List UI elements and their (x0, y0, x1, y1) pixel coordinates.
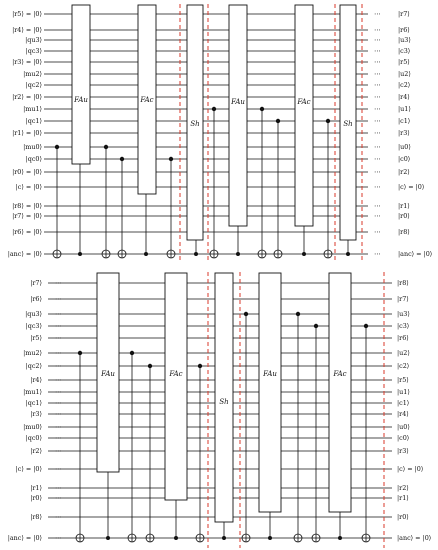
top-right-label-r2: |r2⟩ (398, 168, 410, 176)
cnot-target-icon (362, 534, 370, 542)
bottom-left-label-mu1: |mu1⟩ (23, 388, 42, 396)
bottom-right-label-u3: |u3⟩ (397, 310, 410, 318)
top-dots: ⋯ (374, 10, 381, 18)
bottom-right-label-c0: |c0⟩ (397, 434, 410, 442)
bottom-panel (8, 272, 432, 548)
top-dots: ⋯ (374, 168, 381, 176)
control-dot (55, 145, 59, 149)
bottom-dots: ⋯ (55, 513, 62, 521)
top-left-label-qc0: |qc0⟩ (25, 155, 42, 163)
control-dot (194, 252, 198, 256)
top-left-label-r2: |r2⟩ = |0⟩ (12, 93, 42, 101)
top-left-label-qu3: |qu3⟩ (25, 36, 42, 44)
control-dot (326, 119, 330, 123)
cnot-target-icon (128, 534, 136, 542)
full-adder-u-gate (259, 273, 281, 512)
bottom-left-label-c: |c⟩ = |0⟩ (15, 465, 42, 473)
bottom-dots: ⋯ (55, 310, 62, 318)
top-left-label-anc: |anc⟩ = |0⟩ (7, 250, 42, 258)
gate-label-fa-u: FAu (231, 98, 245, 106)
bottom-dots: ⋯ (55, 279, 62, 287)
top-dots: ⋯ (374, 202, 381, 210)
top-right-label-c3: |c3⟩ (398, 47, 411, 55)
bottom-right-label-r3: |r3⟩ (397, 447, 409, 455)
bottom-right-label-r7: |r7⟩ (397, 295, 409, 303)
control-dot (130, 351, 134, 355)
bottom-right-label-r0: |r0⟩ (397, 513, 409, 521)
top-right-label-c2: |c2⟩ (398, 81, 411, 89)
control-dot (148, 364, 152, 368)
top-dots: ⋯ (374, 47, 381, 55)
bottom-left-label-qc1: |qc1⟩ (25, 399, 42, 407)
control-dot (222, 536, 226, 540)
top-right-label-r5: |r5⟩ (398, 58, 410, 66)
top-right-label-r4: |r4⟩ (398, 93, 410, 101)
bottom-right-label-u0: |u0⟩ (397, 423, 410, 431)
top-left-label-r6: |r6⟩ = |0⟩ (12, 228, 42, 236)
bottom-right-label-c: |c⟩ = |0⟩ (397, 465, 424, 473)
bottom-left-label-r2: |r2⟩ (30, 447, 42, 455)
bottom-left-label-r4: |r4⟩ (30, 376, 42, 384)
top-dots: ⋯ (374, 26, 381, 34)
bottom-left-label-qu3: |qu3⟩ (25, 310, 42, 318)
bottom-left-label-anc: |anc⟩ = |0⟩ (7, 534, 42, 542)
control-dot (268, 536, 272, 540)
top-right-label-c: |c⟩ = |0⟩ (398, 183, 425, 191)
bottom-dots: ⋯ (55, 410, 62, 418)
bottom-dots: ⋯ (55, 349, 62, 357)
control-dot (244, 312, 248, 316)
top-right-label-r6: |r6⟩ (398, 26, 410, 34)
bottom-left-label-mu0: |mu0⟩ (23, 423, 42, 431)
control-dot (104, 145, 108, 149)
bottom-left-label-r6: |r6⟩ (30, 295, 42, 303)
bottom-dots: ⋯ (55, 465, 62, 473)
full-adder-c-gate (329, 273, 351, 512)
control-dot (106, 536, 110, 540)
bottom-left-label-qc3: |qc3⟩ (25, 322, 42, 330)
bottom-dots: ⋯ (55, 447, 62, 455)
gate-label-fa-c: FAc (169, 370, 183, 378)
top-dots: ⋯ (374, 129, 381, 137)
control-dot (174, 536, 178, 540)
top-left-label-r8: |r8⟩ = |0⟩ (12, 202, 42, 210)
top-left-label-r5: |r5⟩ = |0⟩ (12, 10, 42, 18)
bottom-left-label-r7: |r7⟩ (30, 279, 42, 287)
gate-label-fa-u: FAu (263, 370, 277, 378)
cnot-target-icon (118, 250, 126, 258)
top-left-label-r1: |r1⟩ = |0⟩ (12, 129, 42, 137)
cnot-target-icon (76, 534, 84, 542)
top-left-label-mu2: |mu2⟩ (23, 70, 42, 78)
cnot-target-icon (53, 250, 61, 258)
top-left-label-mu1: |mu1⟩ (23, 105, 42, 113)
bottom-right-label-c1: |c1⟩ (397, 399, 410, 407)
top-left-label-qc3: |qc3⟩ (25, 47, 42, 55)
full-adder-c-gate (165, 273, 187, 500)
bottom-dots: ⋯ (55, 322, 62, 330)
control-dot (169, 157, 173, 161)
control-dot (314, 324, 318, 328)
full-adder-u-gate (72, 5, 90, 164)
control-dot (296, 312, 300, 316)
bottom-dots: ⋯ (55, 295, 62, 303)
cnot-target-icon (102, 250, 110, 258)
full-adder-c-gate (295, 5, 313, 226)
top-right-label-anc: |anc⟩ = |0⟩ (398, 250, 433, 258)
gate-label-fa-c: FAc (333, 370, 347, 378)
control-dot (78, 351, 82, 355)
top-right-label-r3: |r3⟩ (398, 129, 410, 137)
top-dots: ⋯ (374, 105, 381, 113)
top-left-label-qc2: |qc2⟩ (25, 81, 42, 89)
top-right-label-r0: |r0⟩ (398, 212, 410, 220)
top-dots: ⋯ (374, 212, 381, 220)
bottom-right-label-r1: |r1⟩ (397, 494, 409, 502)
bottom-right-label-r6: |r6⟩ (397, 334, 409, 342)
bottom-left-label-r8: |r8⟩ (30, 513, 42, 521)
top-dots: ⋯ (374, 81, 381, 89)
cnot-target-icon (258, 250, 266, 258)
control-dot (364, 324, 368, 328)
top-right-label-r1: |r1⟩ (398, 202, 410, 210)
gate-label-fa-c: FAc (140, 96, 154, 104)
bottom-dots: ⋯ (55, 334, 62, 342)
bottom-dots: ⋯ (55, 423, 62, 431)
cnot-target-icon (274, 250, 282, 258)
top-right-label-c1: |c1⟩ (398, 117, 411, 125)
bottom-dots: ⋯ (55, 376, 62, 384)
bottom-dots: ⋯ (55, 494, 62, 502)
top-left-label-c: |c⟩ = |0⟩ (15, 183, 42, 191)
control-dot (144, 252, 148, 256)
bottom-right-label-anc: |anc⟩ = |0⟩ (397, 534, 432, 542)
cnot-target-icon (294, 534, 302, 542)
cnot-target-icon (167, 250, 175, 258)
bottom-right-label-c3: |c3⟩ (397, 322, 410, 330)
control-dot (338, 536, 342, 540)
top-wires (44, 14, 368, 254)
cnot-target-icon (324, 250, 332, 258)
top-right-label-u3: |u3⟩ (398, 36, 411, 44)
top-right-label-r7: |r7⟩ (398, 10, 410, 18)
bottom-right-label-u1: |u1⟩ (397, 388, 410, 396)
top-dots: ⋯ (374, 143, 381, 151)
cnot-target-icon (146, 534, 154, 542)
gate-label-fa-u: FAu (101, 370, 115, 378)
control-dot (78, 252, 82, 256)
bottom-left-label-r0: |r0⟩ (30, 494, 42, 502)
top-dots: ⋯ (374, 70, 381, 78)
top-right-label-u2: |u2⟩ (398, 70, 411, 78)
top-right-label-u1: |u1⟩ (398, 105, 411, 113)
top-panel (8, 4, 433, 262)
cnot-target-icon (242, 534, 250, 542)
top-dots: ⋯ (374, 93, 381, 101)
bottom-right-label-u2: |u2⟩ (397, 349, 410, 357)
top-dots: ⋯ (374, 36, 381, 44)
control-dot (276, 119, 280, 123)
top-dots: ⋯ (374, 250, 381, 258)
top-right-label-u0: |u0⟩ (398, 143, 411, 151)
cnot-target-icon (312, 534, 320, 542)
bottom-dots: ⋯ (55, 399, 62, 407)
bottom-left-label-r3: |r3⟩ (30, 410, 42, 418)
top-dots: ⋯ (374, 228, 381, 236)
gate-label-shift: Sh (190, 120, 200, 128)
bottom-dots: ⋯ (55, 388, 62, 396)
top-dots: ⋯ (374, 117, 381, 125)
top-left-label-qc1: |qc1⟩ (25, 117, 42, 125)
top-left-label-r0: |r0⟩ = |0⟩ (12, 168, 42, 176)
top-dots: ⋯ (374, 58, 381, 66)
bottom-left-label-r5: |r5⟩ (30, 334, 42, 342)
top-left-label-r4: |r4⟩ = |0⟩ (12, 26, 42, 34)
control-dot (212, 107, 216, 111)
bottom-right-label-r4: |r4⟩ (397, 410, 409, 418)
full-adder-u-gate (229, 5, 247, 226)
control-dot (302, 252, 306, 256)
top-right-label-r8: |r8⟩ (398, 228, 410, 236)
top-left-label-r3: |r3⟩ = |0⟩ (12, 58, 42, 66)
bottom-dots: ⋯ (55, 362, 62, 370)
control-dot (346, 252, 350, 256)
control-dot (120, 157, 124, 161)
bottom-dots: ⋯ (55, 534, 62, 542)
gate-label-fa-c: FAc (297, 98, 311, 106)
gate-label-fa-u: FAu (74, 96, 88, 104)
bottom-dots: ⋯ (55, 484, 62, 492)
cnot-target-icon (196, 534, 204, 542)
gate-label-shift: Sh (219, 398, 229, 406)
control-dot (236, 252, 240, 256)
bottom-left-label-qc2: |qc2⟩ (25, 362, 42, 370)
bottom-right-label-r8: |r8⟩ (397, 279, 409, 287)
top-left-label-r7: |r7⟩ = |0⟩ (12, 212, 42, 220)
bottom-left-label-r1: |r1⟩ (30, 484, 42, 492)
gate-label-shift: Sh (343, 120, 353, 128)
top-left-label-mu0: |mu0⟩ (23, 143, 42, 151)
bottom-right-label-r5: |r5⟩ (397, 376, 409, 384)
bottom-dots: ⋯ (55, 434, 62, 442)
top-right-label-c0: |c0⟩ (398, 155, 411, 163)
bottom-right-label-r2: |r2⟩ (397, 484, 409, 492)
top-dots: ⋯ (374, 183, 381, 191)
control-dot (198, 364, 202, 368)
bottom-right-label-c2: |c2⟩ (397, 362, 410, 370)
bottom-left-label-qc0: |qc0⟩ (25, 434, 42, 442)
top-dots: ⋯ (374, 155, 381, 163)
cnot-target-icon (210, 250, 218, 258)
control-dot (260, 107, 264, 111)
bottom-left-label-mu2: |mu2⟩ (23, 349, 42, 357)
